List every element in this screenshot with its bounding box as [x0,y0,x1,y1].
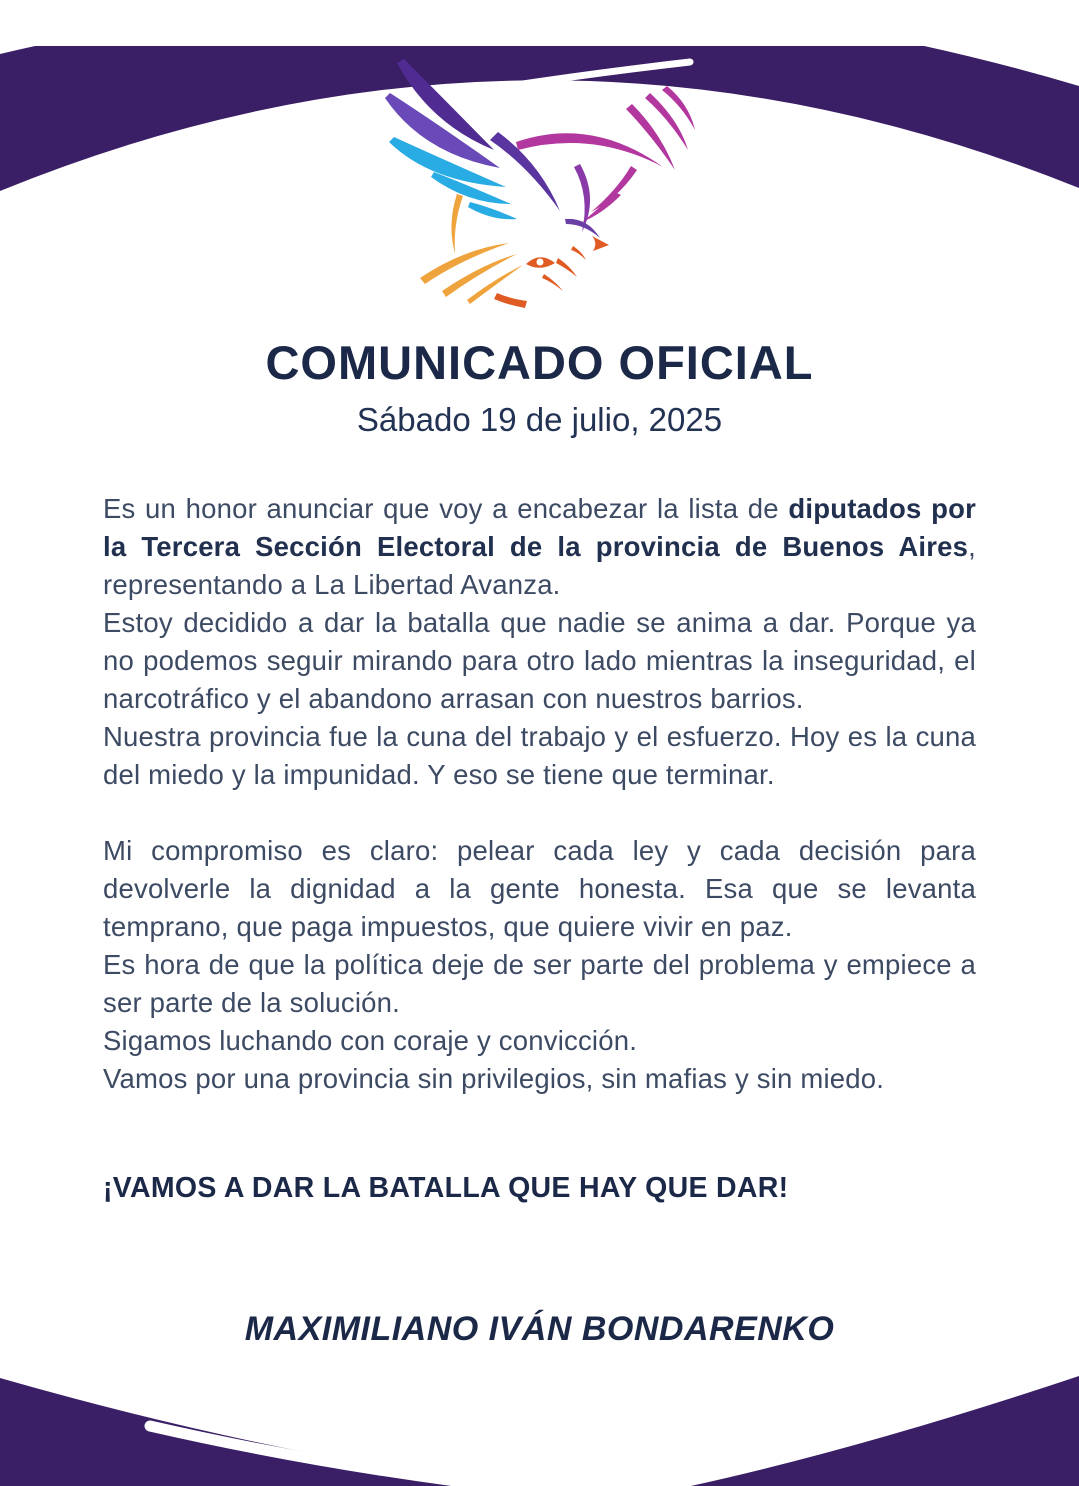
paragraph-segment: , representando a La Libertad Avanza. [103,530,976,600]
bottom-right-swoosh [560,1376,1079,1486]
bottom-left-swoosh [0,1378,610,1486]
page-title: COMUNICADO OFICIAL [265,336,814,389]
la-libertad-avanza-eagle-icon [330,46,750,326]
statement-page [0,46,1079,1205]
signature-name: MAXIMILIANO IVÁN BONDARENKO [244,1310,835,1348]
paragraph [103,604,976,718]
paragraph [103,718,976,794]
statement-date: Sábado 19 de julio, 2025 [356,401,723,439]
paragraph-bold-segment: diputados por la Tercera Sección Electoral de la provincia de Buenos Aires [103,492,976,562]
paragraph-segment: Sigamos luchando con coraje y convicción. [103,1024,638,1056]
paragraph-segment: Nuestra provincia fue la cuna del trabajo y el esfuerzo. Hoy es la cuna del miedo y la impunidad. Y eso se tiene que terminar. [103,720,976,790]
paragraph-segment: Mi compromiso es claro: pelear cada ley y cada decisión para devolverle la dignidad a la gente honesta. Esa que se levanta temprano, que paga impuestos, que quiere vivir en paz. [103,834,976,942]
paragraph-segment: Vamos por una provincia sin privilegios, sin mafias y sin miedo. [103,1062,885,1094]
paragraph-segment: Estoy decidido a dar la batalla que nadie se anima a dar. Porque ya no podemos seguir mirando para otro lado mientras la inseguridad, el narcotráfico y el abandono arrasan con nuestros barrios. [103,606,976,714]
paragraph [103,946,976,1022]
paragraph-segment: Es un honor anunciar que voy a encabezar la lista de [103,492,789,524]
logo-container [103,46,976,326]
body-text [103,490,976,1098]
paragraph [103,1022,976,1060]
paragraph [103,1060,976,1098]
paragraph [103,490,976,604]
paragraph [103,832,976,946]
call-to-action: ¡VAMOS A DAR LA BATALLA QUE HAY QUE DAR! [103,1171,789,1204]
paragraph-segment: Es hora de que la política deje de ser parte del problema y empiece a ser parte de la solución. [103,948,976,1018]
